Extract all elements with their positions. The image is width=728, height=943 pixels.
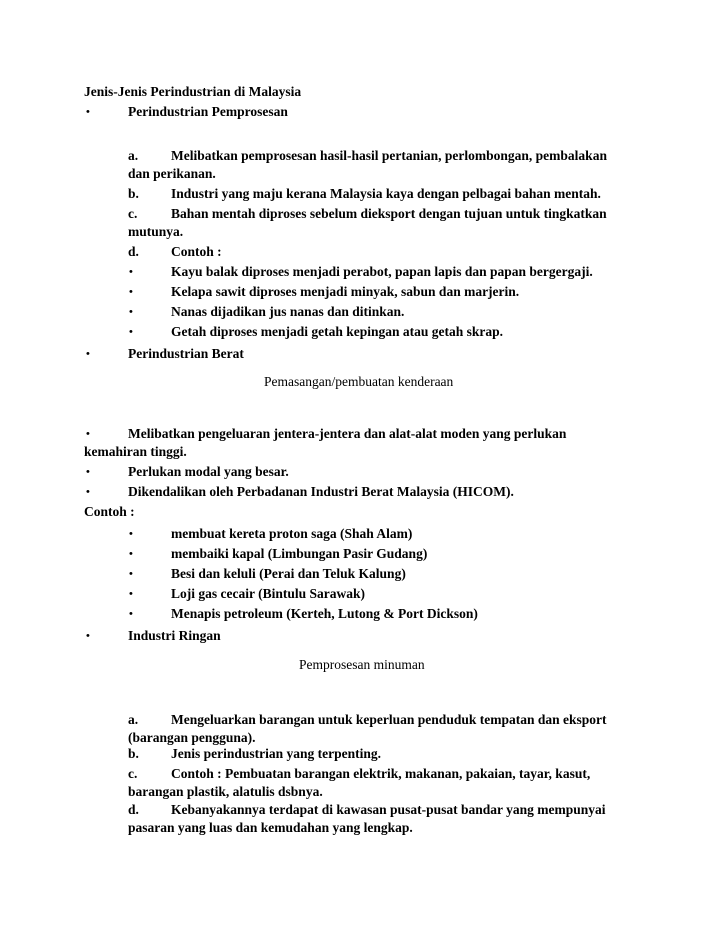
list-marker: a. bbox=[128, 712, 139, 727]
bullet-icon: • bbox=[129, 588, 133, 600]
example-item: Menapis petroleum (Kerteh, Lutong & Port Dickson) bbox=[171, 606, 478, 621]
list-item-text-continued: mutunya. bbox=[128, 224, 184, 239]
bullet-icon: • bbox=[86, 630, 90, 642]
list-marker: c. bbox=[128, 206, 138, 221]
list-item-text: Contoh : bbox=[171, 244, 222, 259]
list-item-text: Mengeluarkan barangan untuk keperluan penduduk tempatan dan eksport bbox=[171, 712, 607, 727]
list-item-text: Contoh : Pembuatan barangan elektrik, makanan, pakaian, tayar, kasut, bbox=[171, 766, 591, 781]
bullet-icon: • bbox=[86, 428, 90, 440]
point-text: Dikendalikan oleh Perbadanan Industri Berat Malaysia (HICOM). bbox=[128, 484, 514, 499]
section-heading-pemprosesan: Perindustrian Pemprosesan bbox=[128, 104, 288, 119]
point-text-continued: kemahiran tinggi. bbox=[84, 444, 187, 459]
point-text: Perlukan modal yang besar. bbox=[128, 464, 289, 479]
list-item-text-continued: dan perikanan. bbox=[128, 166, 216, 181]
contoh-label: Contoh : bbox=[84, 504, 135, 519]
bullet-icon: • bbox=[129, 306, 133, 318]
list-marker: d. bbox=[128, 802, 139, 817]
section-heading-berat: Perindustrian Berat bbox=[128, 346, 244, 361]
list-marker: b. bbox=[128, 186, 139, 201]
list-item-text-continued: barangan plastik, alatulis dsbnya. bbox=[128, 784, 323, 799]
list-item-text-continued: (barangan pengguna). bbox=[128, 730, 256, 745]
bullet-icon: • bbox=[86, 486, 90, 498]
list-item-text: Bahan mentah diproses sebelum dieksport dengan tujuan untuk tingkatkan bbox=[171, 206, 607, 221]
example-item: Getah diproses menjadi getah kepingan atau getah skrap. bbox=[171, 324, 504, 339]
example-item: Kayu balak diproses menjadi perabot, papan lapis dan papan bergergaji. bbox=[171, 264, 593, 279]
bullet-icon: • bbox=[129, 286, 133, 298]
list-item-text: Kebanyakannya terdapat di kawasan pusat-pusat bandar yang mempunyai bbox=[171, 802, 606, 817]
bullet-icon: • bbox=[129, 548, 133, 560]
bullet-icon: • bbox=[86, 348, 90, 360]
list-item-text: Industri yang maju kerana Malaysia kaya dengan pelbagai bahan mentah. bbox=[171, 186, 601, 201]
image-caption: Pemasangan/pembuatan kenderaan bbox=[264, 374, 454, 389]
example-item: membaiki kapal (Limbungan Pasir Gudang) bbox=[171, 546, 428, 561]
example-item: membuat kereta proton saga (Shah Alam) bbox=[171, 526, 413, 541]
list-marker: d. bbox=[128, 244, 139, 259]
document-title: Jenis-Jenis Perindustrian di Malaysia bbox=[84, 84, 302, 99]
list-marker: b. bbox=[128, 746, 139, 761]
example-item: Loji gas cecair (Bintulu Sarawak) bbox=[171, 586, 366, 601]
list-item-text: Melibatkan pemprosesan hasil-hasil pertanian, perlombongan, pembalakan bbox=[171, 148, 607, 163]
list-item-text: Jenis perindustrian yang terpenting. bbox=[171, 746, 382, 761]
image-caption: Pemprosesan minuman bbox=[299, 657, 425, 672]
example-item: Nanas dijadikan jus nanas dan ditinkan. bbox=[171, 304, 405, 319]
list-item-text-continued: pasaran yang luas dan kemudahan yang lengkap. bbox=[128, 820, 413, 835]
example-item: Kelapa sawit diproses menjadi minyak, sabun dan marjerin. bbox=[171, 284, 520, 299]
bullet-icon: • bbox=[86, 466, 90, 478]
bullet-icon: • bbox=[129, 266, 133, 278]
bullet-icon: • bbox=[129, 568, 133, 580]
list-marker: a. bbox=[128, 148, 139, 163]
bullet-icon: • bbox=[86, 106, 90, 118]
list-marker: c. bbox=[128, 766, 138, 781]
section-heading-ringan: Industri Ringan bbox=[128, 628, 221, 643]
bullet-icon: • bbox=[129, 608, 133, 620]
point-text: Melibatkan pengeluaran jentera-jentera dan alat-alat moden yang perlukan bbox=[128, 426, 567, 441]
example-item: Besi dan keluli (Perai dan Teluk Kalung) bbox=[171, 566, 406, 581]
bullet-icon: • bbox=[129, 528, 133, 540]
bullet-icon: • bbox=[129, 326, 133, 338]
